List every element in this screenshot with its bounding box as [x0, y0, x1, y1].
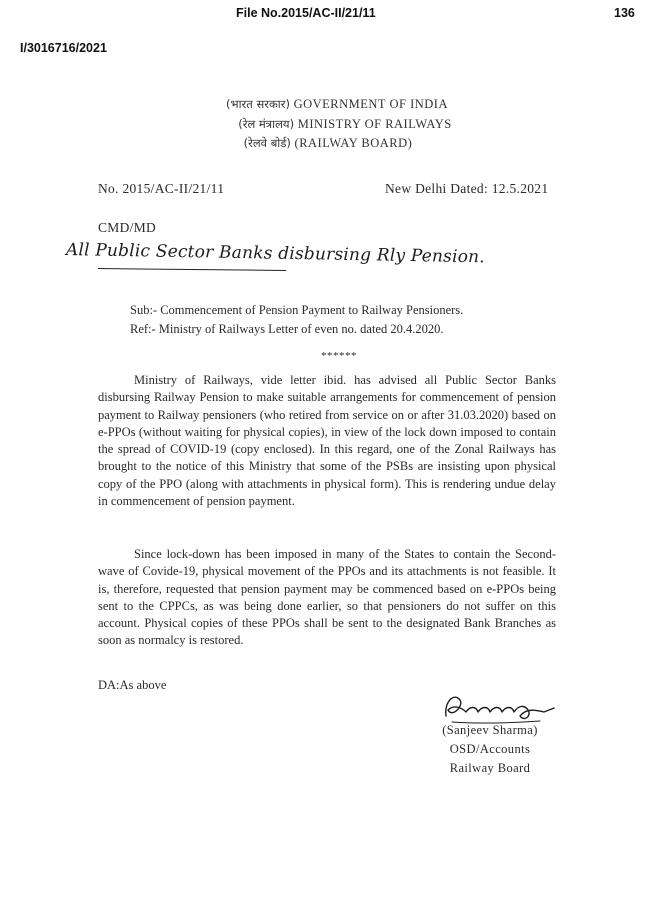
receipt-number: I/3016716/2021	[20, 41, 107, 55]
subject-line: Sub:- Commencement of Pension Payment to Railway Pensioners.	[130, 303, 464, 317]
body-paragraph-2: Since lock-down has been imposed in many of the States to contain the Second-wave of Covide-19, physical movement of the PPOs and its attachments is not feasible. It is, therefore, requested that pension payment may be commenced based on e-PPOs being sent to the CPPCs, as was being done earlier, so that pensioners do not suffer on this account. Physical copies of these PPOs shall be sent to the designated Bank Branches as soon as normalcy is restored.	[98, 547, 556, 648]
page-number: 136	[614, 6, 635, 20]
signature-icon	[440, 688, 560, 728]
recipient-handwritten-note: All Public Sector Banks disbursing Rly Pension.	[65, 240, 486, 268]
body-paragraph-1: Ministry of Railways, vide letter ibid. has advised all Public Sector Banks disbursing Railway Pension to make suitable arrangements for commencement of pension payment to Railway pensioners (who retired from service on or after 31.03.2020) based on e-PPOs (without waiting for physical copies), in view of the lock down imposed to contain the spread of COVID-19 (copy enclosed). In this regard, one of the Zonal Railways has brought to the notice of this Ministry that some of the PSBs are insisting upon physical copy of the PPO (along with attachments in physical form). This is rendering undue delay in commencement of pension payment.	[98, 373, 556, 509]
letterhead-english-board: (RAILWAY BOARD)	[294, 136, 413, 150]
handwritten-underline	[98, 268, 286, 271]
letterhead-hindi-ministry: (रेल मंत्रालय)	[238, 117, 295, 131]
file-number: File No.2015/AC-II/21/11	[236, 6, 376, 20]
letterhead-line-government	[0, 97, 650, 112]
signatory-designation: OSD/Accounts	[449, 742, 531, 756]
letterhead-english-government: GOVERNMENT OF INDIA	[293, 97, 448, 111]
letter-number: No. 2015/AC-II/21/11	[98, 181, 225, 196]
letterhead-english-ministry: MINISTRY OF RAILWAYS	[297, 117, 452, 131]
signatory-name: (Sanjeev Sharma)	[442, 723, 538, 737]
letterhead-hindi-board: (रेलवे बोर्ड)	[243, 136, 291, 150]
letterhead-line-ministry	[0, 117, 650, 132]
signatory-office: Railway Board	[449, 761, 531, 775]
enclosure-note: DA:As above	[98, 678, 167, 692]
reference-line: Ref:- Ministry of Railways Letter of even no. dated 20.4.2020.	[130, 322, 444, 336]
separator: ******	[321, 350, 357, 362]
recipient: CMD/MD	[98, 220, 157, 235]
letterhead-hindi-government: (भारत सरकार)	[226, 97, 290, 111]
letterhead-line-board	[0, 136, 650, 151]
letter-date: New Delhi Dated: 12.5.2021	[385, 181, 549, 196]
